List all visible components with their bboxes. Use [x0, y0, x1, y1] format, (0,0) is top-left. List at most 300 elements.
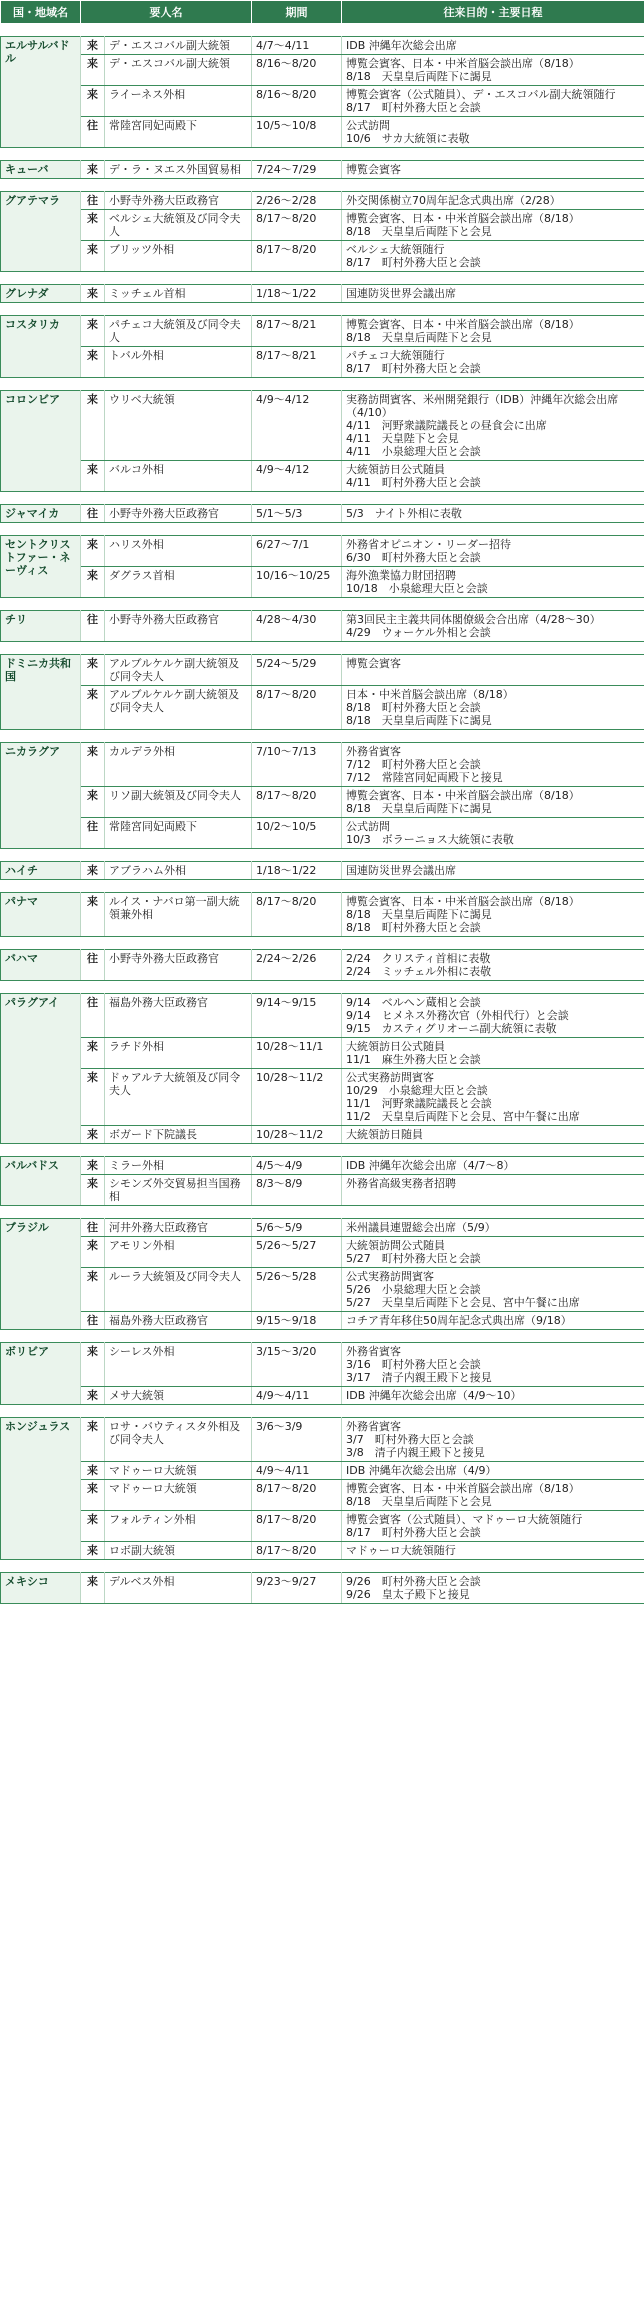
table-row: [1, 347, 644, 378]
period-cell: 8/17〜8/21: [252, 347, 342, 378]
person-name: ライーネス外相: [105, 86, 252, 117]
header-region: 国・地域名: [1, 1, 81, 24]
purpose-line: 博覧会賓客、日本・中米首脳会談出席（8/18）: [346, 57, 580, 70]
table-row: [1, 1480, 644, 1511]
group-spacer: [1, 1405, 644, 1418]
direction-cell: 往: [81, 505, 105, 523]
period-cell: 8/17〜8/20: [252, 1542, 342, 1560]
person-name: ドゥアルテ大統領及び同令夫人: [105, 1069, 252, 1126]
purpose-line: 5/3 ナイト外相に表敬: [346, 507, 462, 520]
group-spacer: [1, 1206, 644, 1219]
spacer-cell: [1, 378, 644, 391]
direction-cell: 往: [81, 192, 105, 210]
group-spacer: [1, 598, 644, 611]
purpose-line: 8/18 天皇皇后両陛下に謁見: [346, 70, 492, 83]
person-name: カルデラ外相: [105, 743, 252, 787]
table-row: [1, 316, 644, 347]
period-cell: 8/17〜8/20: [252, 787, 342, 818]
person-name: トバル外相: [105, 347, 252, 378]
purpose-line: 8/17 町村外務大臣と会談: [346, 362, 481, 375]
region-name: エルサルバドル: [1, 37, 81, 148]
purpose-line: 9/15 カスティグリオーニ副大統領に表敬: [346, 1022, 557, 1035]
person-name: 小野寺外務大臣政務官: [105, 505, 252, 523]
direction-cell: 来: [81, 1542, 105, 1560]
purpose-line: 9/26 町村外務大臣と会談: [346, 1575, 481, 1588]
purpose-cell: [342, 1418, 644, 1462]
table-row: [1, 285, 644, 303]
period-cell: 5/26〜5/28: [252, 1268, 342, 1312]
direction-cell: 来: [81, 743, 105, 787]
period-cell: 7/10〜7/13: [252, 743, 342, 787]
period-cell: 9/23〜9/27: [252, 1573, 342, 1604]
person-name: ウリベ大統領: [105, 391, 252, 461]
direction-cell: 来: [81, 86, 105, 117]
purpose-line: 4/11 小泉総理大臣と会談: [346, 445, 481, 458]
purpose-line: 8/18 天皇皇后両陛下に謁見: [346, 714, 492, 727]
table-row: [1, 37, 644, 55]
purpose-line: 4/11 河野衆議院議長との昼食会に出席: [346, 419, 547, 432]
region-name: ボリビア: [1, 1343, 81, 1405]
direction-cell: 来: [81, 1387, 105, 1405]
purpose-line: 外務省高級実務者招聘: [346, 1177, 456, 1190]
direction-cell: 来: [81, 1511, 105, 1542]
direction-cell: 来: [81, 1462, 105, 1480]
table-row: [1, 161, 644, 179]
purpose-line: 3/7 町村外務大臣と会談: [346, 1433, 474, 1446]
region-name: ハイチ: [1, 862, 81, 880]
group-spacer: [1, 937, 644, 950]
purpose-line: コチア青年移住50周年記念式典出席（9/18）: [346, 1314, 572, 1327]
person-name: マドゥーロ大統領: [105, 1462, 252, 1480]
table-row: [1, 1038, 644, 1069]
person-name: ロボ副大統領: [105, 1542, 252, 1560]
purpose-cell: [342, 210, 644, 241]
group-spacer: [1, 303, 644, 316]
period-cell: 4/9〜4/11: [252, 1387, 342, 1405]
direction-cell: 往: [81, 818, 105, 849]
direction-cell: 来: [81, 316, 105, 347]
table-row: [1, 461, 644, 492]
region-name: コロンビア: [1, 391, 81, 492]
period-cell: 4/7〜4/11: [252, 37, 342, 55]
group-spacer: [1, 981, 644, 994]
person-name: ブリッツ外相: [105, 241, 252, 272]
period-cell: 10/28〜11/2: [252, 1069, 342, 1126]
spacer-cell: [1, 730, 644, 743]
purpose-line: 日本・中米首脳会談出席（8/18）: [346, 688, 514, 701]
purpose-line: 8/18 天皇皇后両陛下と会見: [346, 225, 492, 238]
direction-cell: 来: [81, 210, 105, 241]
purpose-cell: [342, 862, 644, 880]
period-cell: 4/9〜4/12: [252, 461, 342, 492]
purpose-line: 実務訪問賓客、米州開発銀行（IDB）沖縄年次総会出席（4/10）: [346, 393, 619, 419]
purpose-line: IDB 沖縄年次総会出席（4/7〜8）: [346, 1159, 515, 1172]
purpose-line: 10/6 サカ大統領に表敬: [346, 132, 470, 145]
direction-cell: 来: [81, 1069, 105, 1126]
purpose-cell: [342, 1175, 644, 1206]
purpose-cell: [342, 536, 644, 567]
direction-cell: 来: [81, 1038, 105, 1069]
purpose-line: 大統領訪日公式随員: [346, 1040, 445, 1053]
purpose-line: ベルシェ大統領随行: [346, 243, 445, 256]
purpose-line: 3/8 清子内親王殿下と接見: [346, 1446, 485, 1459]
direction-cell: 往: [81, 950, 105, 981]
direction-cell: 来: [81, 862, 105, 880]
person-name: シーレス外相: [105, 1343, 252, 1387]
region-name: チリ: [1, 611, 81, 642]
period-cell: 5/1〜5/3: [252, 505, 342, 523]
purpose-cell: [342, 994, 644, 1038]
group-spacer: [1, 849, 644, 862]
period-cell: 1/18〜1/22: [252, 285, 342, 303]
purpose-cell: [342, 1069, 644, 1126]
purpose-line: IDB 沖縄年次総会出席（4/9〜10）: [346, 1389, 522, 1402]
purpose-line: 11/2 天皇皇后両陛下と会見、宮中午餐に出席: [346, 1110, 580, 1123]
table-row: [1, 1511, 644, 1542]
table-row: [1, 210, 644, 241]
table-row: [1, 1462, 644, 1480]
spacer-cell: [1, 1144, 644, 1157]
direction-cell: 来: [81, 536, 105, 567]
person-name: 小野寺外務大臣政務官: [105, 192, 252, 210]
period-cell: 1/18〜1/22: [252, 862, 342, 880]
direction-cell: 来: [81, 461, 105, 492]
spacer-cell: [1, 523, 644, 536]
purpose-line: 9/14 ヒメネス外務次官（外相代行）と会談: [346, 1009, 569, 1022]
purpose-cell: [342, 743, 644, 787]
group-spacer: [1, 880, 644, 893]
purpose-cell: [342, 391, 644, 461]
period-cell: 3/15〜3/20: [252, 1343, 342, 1387]
person-name: 小野寺外務大臣政務官: [105, 611, 252, 642]
table-row: [1, 1175, 644, 1206]
direction-cell: 来: [81, 893, 105, 937]
person-name: デルベス外相: [105, 1573, 252, 1604]
purpose-line: 8/17 町村外務大臣と会談: [346, 101, 481, 114]
purpose-cell: [342, 950, 644, 981]
table-row: [1, 1219, 644, 1237]
direction-cell: 来: [81, 1175, 105, 1206]
purpose-line: IDB 沖縄年次総会出席: [346, 39, 457, 52]
direction-cell: 来: [81, 1126, 105, 1144]
purpose-line: 8/18 天皇皇后両陛下に謁見: [346, 908, 492, 921]
spacer-cell: [1, 1330, 644, 1343]
spacer-cell: [1, 642, 644, 655]
purpose-line: 8/18 町村外務大臣と会談: [346, 921, 481, 934]
person-name: アルブルケルケ副大統領及び同令夫人: [105, 686, 252, 730]
spacer-cell: [1, 1560, 644, 1573]
period-cell: 4/5〜4/9: [252, 1157, 342, 1175]
purpose-line: 8/18 天皇皇后両陛下と会見: [346, 331, 492, 344]
group-spacer: [1, 148, 644, 161]
person-name: ラチド外相: [105, 1038, 252, 1069]
table-row: [1, 893, 644, 937]
spacer-cell: [1, 849, 644, 862]
person-name: ルイス・ナバロ第一副大統領兼外相: [105, 893, 252, 937]
purpose-cell: [342, 1126, 644, 1144]
purpose-cell: [342, 818, 644, 849]
period-cell: 8/17〜8/20: [252, 1511, 342, 1542]
table-row: [1, 787, 644, 818]
table-row: [1, 1573, 644, 1604]
purpose-cell: [342, 192, 644, 210]
direction-cell: 来: [81, 567, 105, 598]
period-cell: 10/28〜11/1: [252, 1038, 342, 1069]
purpose-line: 大統領訪日随員: [346, 1128, 423, 1141]
purpose-line: 米州議員連盟総会出席（5/9）: [346, 1221, 496, 1234]
table-row: [1, 1542, 644, 1560]
purpose-cell: [342, 655, 644, 686]
purpose-line: 公式訪問: [346, 820, 390, 833]
purpose-cell: [342, 1387, 644, 1405]
purpose-cell: [342, 117, 644, 148]
region-name: ジャマイカ: [1, 505, 81, 523]
purpose-line: 公式訪問: [346, 119, 390, 132]
purpose-line: 4/11 町村外務大臣と会談: [346, 476, 481, 489]
purpose-line: 大統領訪問公式随員: [346, 1239, 445, 1252]
table-row: [1, 1237, 644, 1268]
person-name: マドゥーロ大統領: [105, 1480, 252, 1511]
purpose-cell: [342, 1343, 644, 1387]
purpose-cell: [342, 37, 644, 55]
group-spacer: [1, 492, 644, 505]
table-row: [1, 1069, 644, 1126]
purpose-line: 3/17 清子内親王殿下と接見: [346, 1371, 492, 1384]
direction-cell: 来: [81, 1480, 105, 1511]
period-cell: 2/24〜2/26: [252, 950, 342, 981]
purpose-line: 11/1 麻生外務大臣と会談: [346, 1053, 481, 1066]
table-row: [1, 994, 644, 1038]
purpose-line: 博覧会賓客、日本・中米首脳会談出席（8/18）: [346, 1482, 580, 1495]
purpose-cell: [342, 55, 644, 86]
table-row: [1, 505, 644, 523]
purpose-cell: [342, 567, 644, 598]
purpose-cell: [342, 461, 644, 492]
table-row: [1, 1126, 644, 1144]
purpose-cell: [342, 86, 644, 117]
purpose-line: 10/29 小泉総理大臣と会談: [346, 1084, 488, 1097]
purpose-line: 博覧会賓客、日本・中米首脳会談出席（8/18）: [346, 789, 580, 802]
purpose-line: 6/30 町村外務大臣と会談: [346, 551, 481, 564]
direction-cell: 来: [81, 1237, 105, 1268]
purpose-cell: [342, 241, 644, 272]
purpose-line: 9/26 皇太子殿下と接見: [346, 1588, 470, 1601]
direction-cell: 来: [81, 37, 105, 55]
person-name: アモリン外相: [105, 1237, 252, 1268]
person-name: ハリス外相: [105, 536, 252, 567]
person-name: アルブルケルケ副大統領及び同令夫人: [105, 655, 252, 686]
period-cell: 10/28〜11/2: [252, 1126, 342, 1144]
purpose-line: 5/27 町村外務大臣と会談: [346, 1252, 481, 1265]
spacer-cell: [1, 1206, 644, 1219]
table-row: [1, 686, 644, 730]
purpose-line: 博覧会賓客、日本・中米首脳会談出席（8/18）: [346, 212, 580, 225]
spacer-cell: [1, 1405, 644, 1418]
group-spacer: [1, 378, 644, 391]
period-cell: 4/9〜4/12: [252, 391, 342, 461]
purpose-line: 2/24 ミッチェル外相に表敬: [346, 965, 492, 978]
direction-cell: 来: [81, 1157, 105, 1175]
person-name: ルーラ大統領及び同令夫人: [105, 1268, 252, 1312]
purpose-cell: [342, 1219, 644, 1237]
group-spacer: [1, 272, 644, 285]
purpose-line: 8/18 天皇皇后両陛下と会見: [346, 1495, 492, 1508]
table-row: [1, 743, 644, 787]
region-name: ニカラグア: [1, 743, 81, 849]
direction-cell: 来: [81, 1418, 105, 1462]
region-name: セントクリストファー・ネーヴィス: [1, 536, 81, 598]
spacer-cell: [1, 598, 644, 611]
period-cell: 6/27〜7/1: [252, 536, 342, 567]
table-row: [1, 1312, 644, 1330]
purpose-line: 8/17 町村外務大臣と会談: [346, 256, 481, 269]
purpose-line: 5/27 天皇皇后両陛下と会見、宮中午餐に出席: [346, 1296, 580, 1309]
group-spacer: [1, 730, 644, 743]
table-row: [1, 655, 644, 686]
purpose-line: 3/16 町村外務大臣と会談: [346, 1358, 481, 1371]
table-row: [1, 950, 644, 981]
purpose-cell: [342, 505, 644, 523]
header-period: 期間: [252, 1, 342, 24]
period-cell: 4/9〜4/11: [252, 1462, 342, 1480]
group-spacer: [1, 1330, 644, 1343]
purpose-line: 外務省賓客: [346, 1345, 401, 1358]
purpose-cell: [342, 1312, 644, 1330]
purpose-line: パチェコ大統領随行: [346, 349, 445, 362]
region-name: ブラジル: [1, 1219, 81, 1330]
period-cell: 4/28〜4/30: [252, 611, 342, 642]
period-cell: 9/14〜9/15: [252, 994, 342, 1038]
person-name: ロサ・バウティスタ外相及び同令夫人: [105, 1418, 252, 1462]
period-cell: 8/17〜8/20: [252, 686, 342, 730]
period-cell: 2/26〜2/28: [252, 192, 342, 210]
person-name: ベルシェ大統領及び同令夫人: [105, 210, 252, 241]
group-spacer: [1, 179, 644, 192]
person-name: ボガード下院議長: [105, 1126, 252, 1144]
purpose-cell: [342, 611, 644, 642]
direction-cell: 来: [81, 686, 105, 730]
table-row: [1, 1268, 644, 1312]
person-name: 福島外務大臣政務官: [105, 1312, 252, 1330]
direction-cell: 来: [81, 1268, 105, 1312]
person-name: ミッチェル首相: [105, 285, 252, 303]
period-cell: 5/26〜5/27: [252, 1237, 342, 1268]
purpose-line: 博覧会賓客: [346, 163, 401, 176]
purpose-line: 4/29 ウォーケル外相と会談: [346, 626, 491, 639]
spacer-cell: [1, 272, 644, 285]
purpose-line: 大統領訪日公式随員: [346, 463, 445, 476]
direction-cell: 往: [81, 1219, 105, 1237]
purpose-line: 11/1 河野衆議院議長と会談: [346, 1097, 492, 1110]
purpose-line: 公式実務訪問賓客: [346, 1270, 434, 1283]
person-name: メサ大統領: [105, 1387, 252, 1405]
region-name: パラグアイ: [1, 994, 81, 1144]
purpose-line: 外務省オピニオン・リーダー招待: [346, 538, 511, 551]
purpose-cell: [342, 1268, 644, 1312]
region-name: コスタリカ: [1, 316, 81, 378]
direction-cell: 往: [81, 611, 105, 642]
person-name: ダグラス首相: [105, 567, 252, 598]
person-name: 常陸宮同妃両殿下: [105, 117, 252, 148]
table-row: [1, 391, 644, 461]
group-spacer: [1, 24, 644, 37]
purpose-cell: [342, 787, 644, 818]
spacer-cell: [1, 148, 644, 161]
direction-cell: 来: [81, 161, 105, 179]
period-cell: 8/17〜8/20: [252, 241, 342, 272]
table-row: [1, 567, 644, 598]
table-row: [1, 117, 644, 148]
spacer-cell: [1, 303, 644, 316]
purpose-line: 国連防災世界会議出席: [346, 287, 456, 300]
purpose-line: 2/24 クリスティ首相に表敬: [346, 952, 491, 965]
group-spacer: [1, 1560, 644, 1573]
period-cell: 8/3〜8/9: [252, 1175, 342, 1206]
direction-cell: 往: [81, 994, 105, 1038]
region-name: バハマ: [1, 950, 81, 981]
purpose-line: 7/12 常陸宮同妃両殿下と接見: [346, 771, 503, 784]
period-cell: 5/6〜5/9: [252, 1219, 342, 1237]
purpose-line: 8/18 天皇皇后両陛下に謁見: [346, 802, 492, 815]
person-name: 河井外務大臣政務官: [105, 1219, 252, 1237]
spacer-cell: [1, 492, 644, 505]
purpose-line: 5/26 小泉総理大臣と会談: [346, 1283, 481, 1296]
purpose-cell: [342, 1157, 644, 1175]
spacer-cell: [1, 981, 644, 994]
person-name: バルコ外相: [105, 461, 252, 492]
person-name: 小野寺外務大臣政務官: [105, 950, 252, 981]
spacer-cell: [1, 179, 644, 192]
region-name: ドミニカ共和国: [1, 655, 81, 730]
direction-cell: 来: [81, 655, 105, 686]
period-cell: 10/16〜10/25: [252, 567, 342, 598]
purpose-line: 博覧会賓客、日本・中米首脳会談出席（8/18）: [346, 895, 580, 908]
person-name: シモンズ外交貿易担当国務相: [105, 1175, 252, 1206]
region-name: グアテマラ: [1, 192, 81, 272]
period-cell: 8/17〜8/20: [252, 210, 342, 241]
direction-cell: 来: [81, 285, 105, 303]
table-row: [1, 1343, 644, 1387]
purpose-cell: [342, 1542, 644, 1560]
purpose-cell: [342, 1480, 644, 1511]
period-cell: 10/5〜10/8: [252, 117, 342, 148]
person-name: アブラハム外相: [105, 862, 252, 880]
purpose-line: マドゥーロ大統領随行: [346, 1544, 456, 1557]
purpose-line: 外務省賓客: [346, 1420, 401, 1433]
table-row: [1, 818, 644, 849]
table-row: [1, 241, 644, 272]
table-body: [1, 24, 644, 1604]
table-row: [1, 192, 644, 210]
purpose-line: 海外漁業協力財団招聘: [346, 569, 456, 582]
period-cell: 5/24〜5/29: [252, 655, 342, 686]
purpose-cell: [342, 285, 644, 303]
purpose-cell: [342, 316, 644, 347]
purpose-cell: [342, 1573, 644, 1604]
region-name: メキシコ: [1, 1573, 81, 1604]
purpose-line: 4/11 天皇陛下と会見: [346, 432, 459, 445]
group-spacer: [1, 642, 644, 655]
period-cell: 9/15〜9/18: [252, 1312, 342, 1330]
spacer-cell: [1, 880, 644, 893]
region-name: ホンジュラス: [1, 1418, 81, 1560]
purpose-line: 国連防災世界会議出席: [346, 864, 456, 877]
purpose-cell: [342, 1237, 644, 1268]
header-person: 要人名: [81, 1, 252, 24]
table-row: [1, 1157, 644, 1175]
purpose-line: 8/17 町村外務大臣と会談: [346, 1526, 481, 1539]
table-row: [1, 536, 644, 567]
